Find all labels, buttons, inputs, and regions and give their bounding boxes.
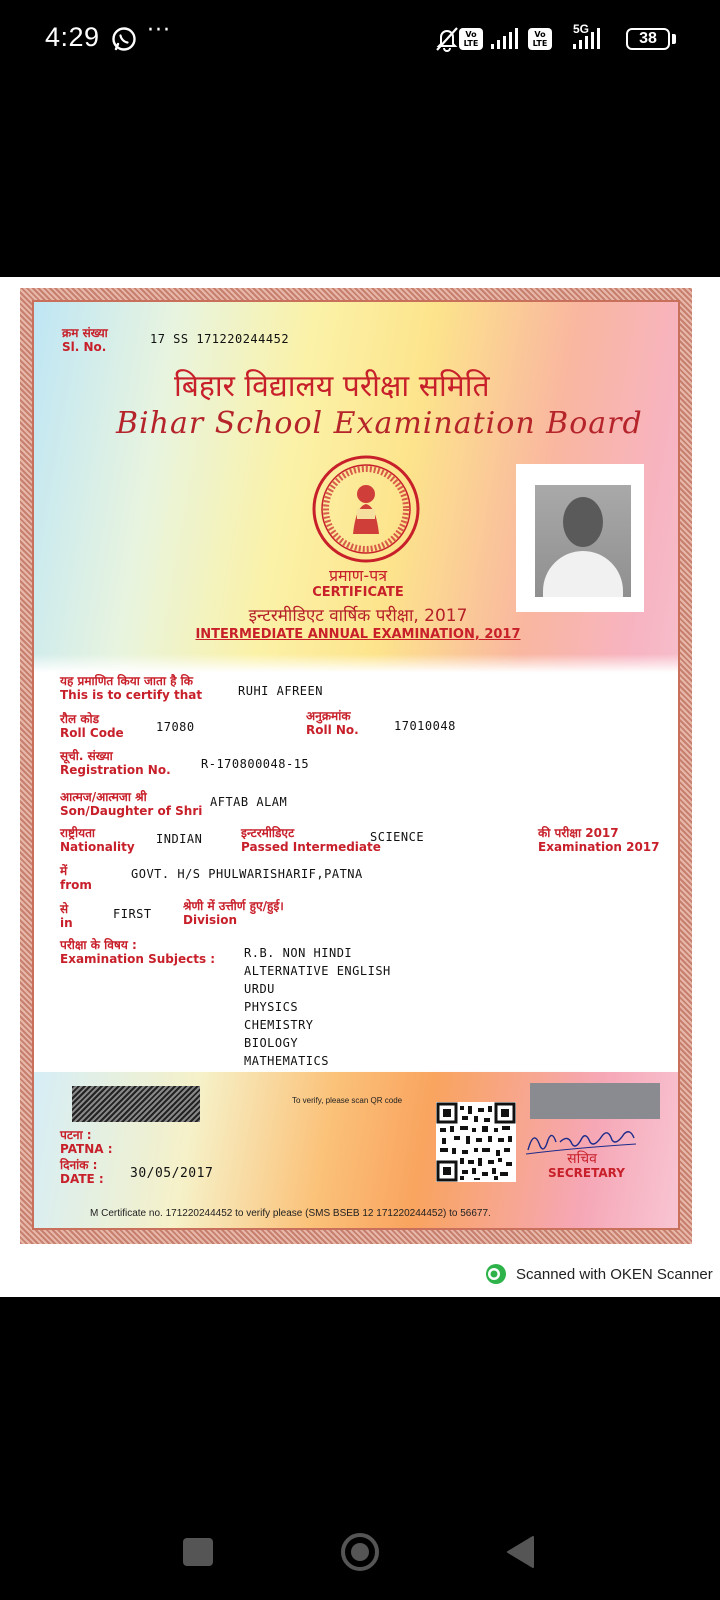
subject-item: ALTERNATIVE ENGLISH [244,964,391,978]
roll-code: 17080 [156,720,195,734]
passed-label-en: Passed Intermediate [241,840,381,854]
scanned-document[interactable] [0,277,720,1297]
status-time: 4:29 [45,22,100,52]
volte-bottom-2: LTE [532,39,548,48]
overflow-dots: ··· [147,18,171,43]
nationality-label-hi: राष्ट्रीयता [60,826,96,840]
secretary-label-en: SECRETARY [548,1166,625,1180]
date-label-en: DATE : [60,1172,104,1186]
from-label-hi: में [60,864,68,878]
roll-no-label [306,709,359,737]
in-label [60,902,73,930]
registration-label-en: Registration No. [60,763,171,777]
exam-year-label-hi: की परीक्षा 2017 [538,826,619,840]
parent-label-hi: आत्मज/आत्मजा श्री [60,790,147,804]
division-label-en: Division [183,913,238,927]
place-label-hi: पटना : [60,1128,92,1142]
oken-text: Scanned with OKEN Scanner [516,1265,713,1283]
serial-value: 17 SS 171220244452 [150,332,290,346]
subject-item: PHYSICS [244,1000,299,1014]
in-label-en: in [60,916,73,930]
subject-item: CHEMISTRY [244,1018,314,1032]
subject-item: URDU [244,982,275,996]
stream: SCIENCE [370,830,425,844]
registration-label-hi: सूची. संख्या [60,749,113,763]
verification-note: M Certificate no. 171220244452 to verify please (SMS BSEB 12 171220244452) to 56677. [90,1208,491,1219]
roll-code-label [60,712,124,740]
nationality: INDIAN [156,832,203,846]
from-label [60,864,92,892]
nationality-label [60,826,135,854]
in-label-hi: से [60,902,69,916]
exam-year-label [538,826,660,854]
from-label-en: from [60,878,92,892]
registration-label [60,749,171,777]
roll-code-label-hi: रौल कोड [60,712,100,726]
home-button[interactable] [341,1533,379,1571]
qr-code-icon [436,1102,516,1182]
back-button[interactable] [505,1535,535,1569]
subjects-label-en: Examination Subjects : [60,952,216,966]
subjects-label [60,938,215,966]
parent-label-en: Son/Daughter of Shri [60,804,203,818]
barcode [72,1086,200,1122]
date-label [60,1158,104,1186]
division-label-hi: श्रेणी में उत्तीर्ण हुए/हुई। [183,899,284,913]
roll-no-label-hi: अनुक्रमांक [306,709,351,723]
bell-off-icon [433,25,461,53]
board-seal-icon [311,454,421,564]
division-label [183,899,284,927]
certificate [32,300,680,1230]
signal-icon [490,26,520,50]
battery-level: 38 [639,30,657,47]
board-name-english: Bihar School Examination Board [116,406,643,441]
parent-name: AFTAB ALAM [210,795,288,809]
signal-icon-2 [572,26,602,50]
recent-apps-button[interactable] [183,1538,213,1566]
serial-label-en: Sl. No. [62,340,107,354]
subject-item: R.B. NON HINDI [244,946,353,960]
exam-title-english: INTERMEDIATE ANNUAL EXAMINATION, 2017 [195,627,521,642]
certify-label-hi: यह प्रमाणित किया जाता है कि [60,674,194,688]
doc-title-english: CERTIFICATE [312,585,404,600]
volte-top-2: Vo [534,30,546,39]
doc-title-hindi: प्रमाण-पत्र [328,566,388,585]
certify-label [60,674,202,702]
status-bar [0,0,720,80]
place-label-en: PATNA : [60,1142,113,1156]
date-label-hi: दिनांक : [60,1158,98,1172]
registration-no: R-170800048-15 [201,757,310,771]
volte-icon-2 [528,28,552,50]
division: FIRST [113,907,152,921]
whatsapp-icon [111,26,137,52]
board-name-hindi: बिहार विद्यालय परीक्षा समिति [174,369,490,404]
serial-label [62,326,108,354]
volte-bottom: LTE [463,39,479,48]
subject-item: BIOLOGY [244,1036,299,1050]
roll-code-label-en: Roll Code [60,726,124,740]
place-label [60,1128,113,1156]
passed-label [241,826,381,854]
secretary-label-hi: सचिव [567,1151,597,1167]
serial-label-hi: क्रम संख्या [62,326,108,340]
passed-label-hi: इन्टरमीडिएट [241,826,295,840]
issue-date: 30/05/2017 [130,1166,214,1181]
subjects-list [244,944,391,1070]
redacted-box [530,1083,660,1119]
secretary-label [548,1151,625,1180]
network-5g: 5G [573,22,590,36]
certificate-border [20,288,692,1244]
subject-item: MATHEMATICS [244,1054,329,1068]
scanner-watermark [484,1262,713,1286]
verify-text: To verify, please scan QR code [292,1096,403,1105]
roll-no: 17010048 [394,719,456,733]
roll-no-label-en: Roll No. [306,723,359,737]
nationality-label-en: Nationality [60,840,135,854]
exam-title-hindi: इन्टरमीडिएट वार्षिक परीक्षा, 2017 [248,606,468,626]
certify-label-en: This is to certify that [60,688,203,702]
exam-year-label-en: Examination 2017 [538,840,660,854]
battery-icon [626,28,670,50]
volte-top: Vo [465,30,477,39]
student-name: RUHI AFREEN [238,684,323,698]
photo-head [563,497,603,547]
subjects-label-hi: परीक्षा के विषय : [60,938,137,952]
oken-logo-icon [484,1262,508,1286]
parent-label [60,790,202,818]
battery-tip [672,34,676,44]
school: GOVT. H/S PHULWARISHARIF,PATNA [131,867,363,881]
volte-icon [459,28,483,50]
